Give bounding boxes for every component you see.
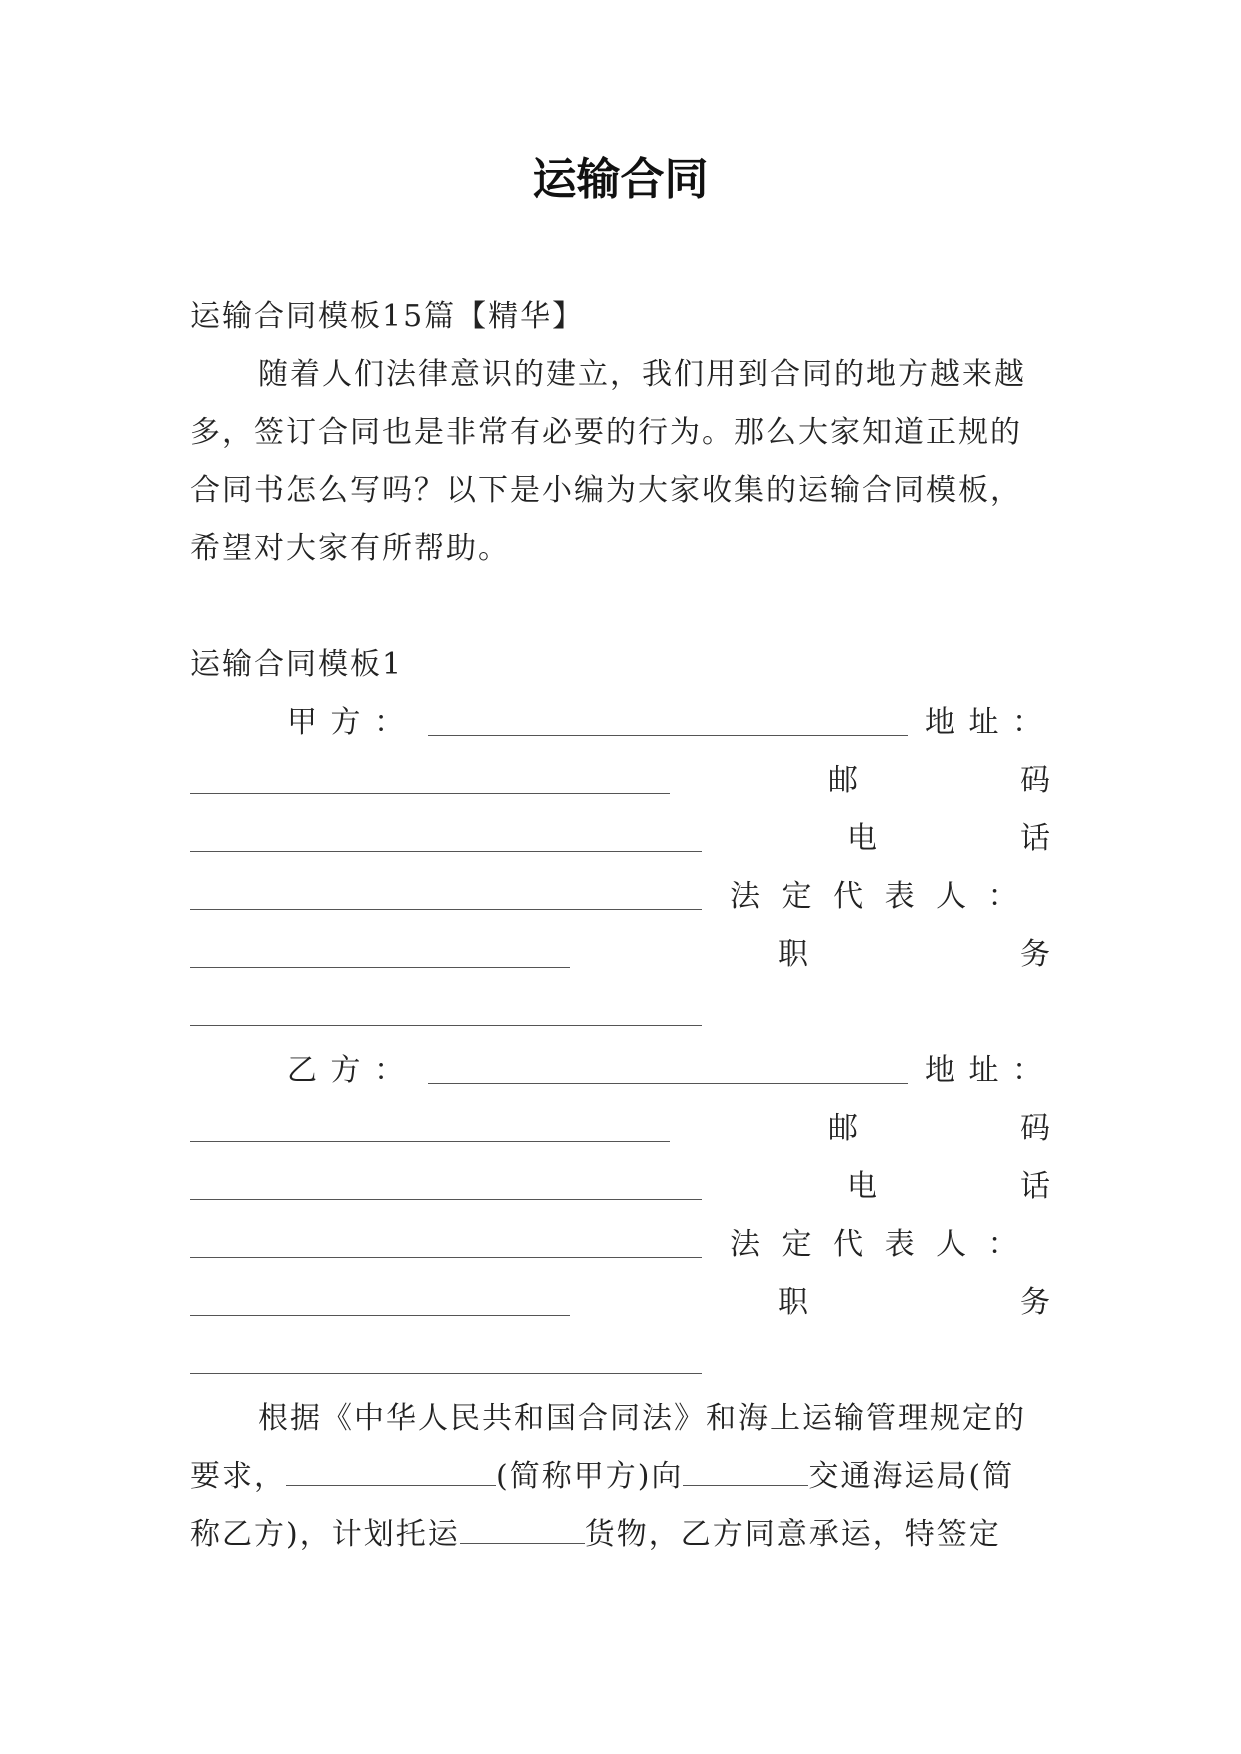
party-a-phone-label: 电 bbox=[847, 821, 879, 856]
party-b-phone-field[interactable] bbox=[190, 1257, 702, 1258]
party-b-phone-label: 话 bbox=[1020, 1169, 1052, 1204]
intro-line: 多，签订合同也是非常有必要的行为。那么大家知道正规的 bbox=[190, 415, 1022, 450]
party-a-address-field[interactable] bbox=[190, 793, 670, 794]
body-text: 交通海运局(简 bbox=[808, 1459, 1015, 1494]
party-b-name-field[interactable] bbox=[428, 1083, 908, 1084]
intro-line: 随着人们法律意识的建立，我们用到合同的地方越来越 bbox=[258, 357, 1026, 392]
party-a-postcode-field[interactable] bbox=[190, 851, 702, 852]
party-b-phone-label: 电 bbox=[847, 1169, 879, 1204]
party-a-postcode-label: 码 bbox=[1020, 763, 1052, 798]
party-b-postcode-label: 码 bbox=[1020, 1111, 1052, 1146]
body-text: 要求， bbox=[190, 1459, 286, 1494]
client-name-field[interactable] bbox=[286, 1457, 496, 1486]
party-b-position-field[interactable] bbox=[190, 1373, 702, 1374]
party-a-rep-field[interactable] bbox=[190, 967, 570, 968]
party-a-phone-field[interactable] bbox=[190, 909, 702, 910]
carrier-name-field[interactable] bbox=[683, 1457, 808, 1486]
body-text: 货物，乙方同意承运，特签定 bbox=[584, 1517, 1001, 1552]
party-a-position-label: 务 bbox=[1020, 937, 1052, 972]
party-b-postcode-label: 邮 bbox=[828, 1111, 860, 1146]
party-a-rep-label: 法 定 代 表 人 ： bbox=[730, 879, 1024, 914]
party-a-position-label: 职 bbox=[778, 937, 810, 972]
document-title: 运输合同 bbox=[532, 154, 709, 205]
party-b-postcode-field[interactable] bbox=[190, 1199, 702, 1200]
body-text: (简称甲方)向 bbox=[496, 1459, 684, 1494]
document-subtitle: 运输合同模板15篇【精华】 bbox=[190, 299, 585, 334]
party-a-address-label: 地 址 ： bbox=[925, 705, 1045, 740]
section-heading: 运输合同模板1 bbox=[190, 647, 404, 682]
party-b-address-field[interactable] bbox=[190, 1141, 670, 1142]
intro-line: 希望对大家有所帮助。 bbox=[190, 531, 510, 566]
body-line: 根据《中华人民共和国合同法》和海上运输管理规定的 bbox=[258, 1401, 1026, 1436]
party-b-address-label: 地 址 ： bbox=[925, 1053, 1045, 1088]
party-b-position-label: 职 bbox=[778, 1285, 810, 1320]
party-a-name-field[interactable] bbox=[428, 735, 908, 736]
party-a-name-label: 甲 方 ： bbox=[287, 705, 407, 740]
body-text: 称乙方)，计划托运 bbox=[190, 1517, 460, 1552]
body-line bbox=[190, 1515, 1052, 1555]
cargo-field[interactable] bbox=[460, 1515, 585, 1544]
party-b-position-label: 务 bbox=[1020, 1285, 1052, 1320]
body-line bbox=[190, 1457, 1052, 1497]
party-a-postcode-label: 邮 bbox=[828, 763, 860, 798]
party-b-rep-label: 法 定 代 表 人 ： bbox=[730, 1227, 1024, 1262]
party-a-position-field[interactable] bbox=[190, 1025, 702, 1026]
party-b-name-label: 乙 方 ： bbox=[287, 1053, 407, 1088]
party-a-phone-label: 话 bbox=[1020, 821, 1052, 856]
intro-line: 合同书怎么写吗？以下是小编为大家收集的运输合同模板， bbox=[190, 473, 1022, 508]
party-b-rep-field[interactable] bbox=[190, 1315, 570, 1316]
